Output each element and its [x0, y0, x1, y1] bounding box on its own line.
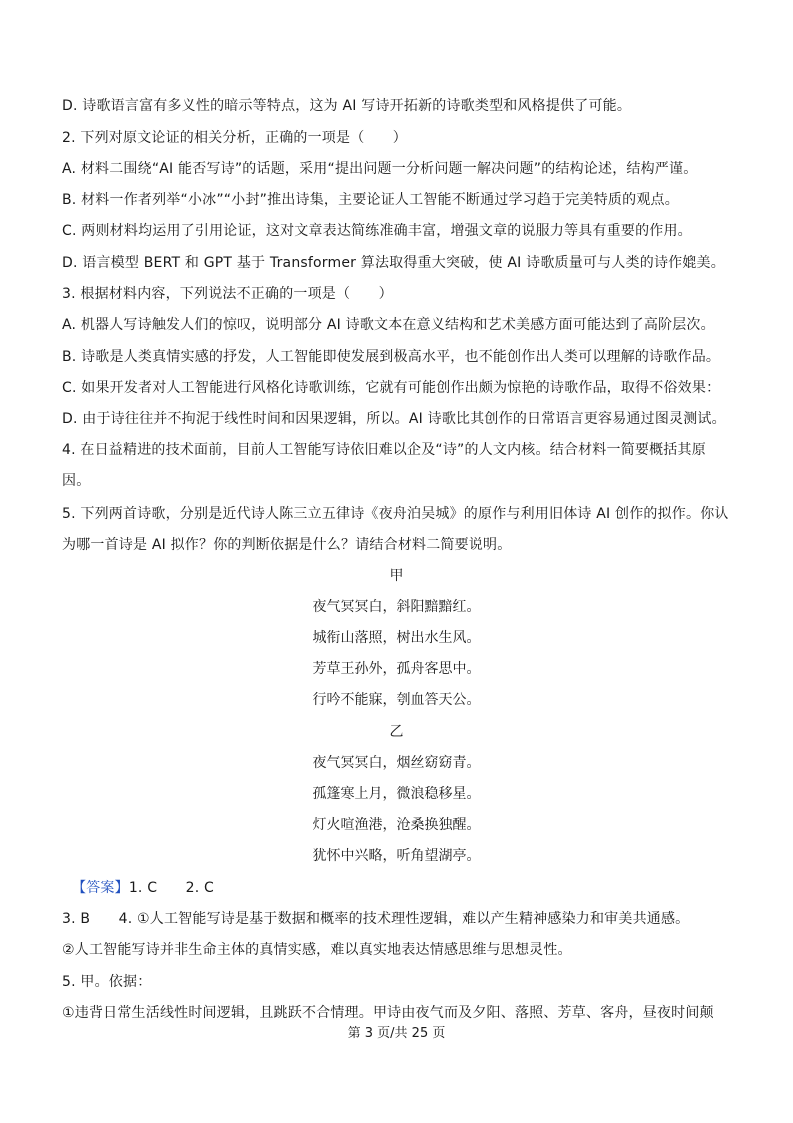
option-3a: A. 机器人写诗触发人们的惊叹，说明部分 AI 诗歌文本在意义结构和艺术美感方面可能达到了高阶层次。: [62, 317, 715, 333]
answer-line-2: 3. B 4. ①人工智能写诗是基于数据和概率的技术理性逻辑，难以产生精神感染力和审美共通感。: [62, 911, 690, 927]
poem-jia-line: 夜气冥冥白，斜阳黯黯红。: [312, 599, 481, 615]
option-1d: D. 诗歌语言富有多义性的暗示等特点，这为 AI 写诗开拓新的诗歌类型和风格提供了可能。: [62, 98, 632, 114]
question-4-cont: 因。: [62, 473, 91, 489]
question-5: 5. 下列两首诗歌，分别是近代诗人陈三立五律诗《夜舟泊吴城》的原作与利用旧体诗 AI 创作的拟作。你认: [62, 506, 729, 522]
option-2d: D. 语言模型 BERT 和 GPT 基于 Transformer 算法取得重大突破，使 AI 诗歌质量可与人类的诗作媲美。: [62, 255, 725, 271]
page-footer: 第 3 页/共 25 页: [347, 1026, 446, 1041]
poem-jia-title: 甲: [389, 568, 404, 584]
answer-line-5: ①违背日常生活线性时间逻辑，且跳跃不合情理。甲诗由夜气而及夕阳、落照、芳草、客舟，昼夜时间颠: [62, 1005, 714, 1021]
poem-jia-line: 城衔山落照，树出水生风。: [312, 630, 481, 646]
answer-line-1: [72, 879, 214, 897]
option-3d: D. 由于诗往往并不拘泥于线性时间和因果逻辑，所以。AI 诗歌比其创作的日常语言更容易通过图灵测试。: [62, 411, 726, 427]
option-3c: C. 如果开发者对人工智能进行风格化诗歌训练，它就有可能创作出颇为惊艳的诗歌作品，取得不俗效果：: [62, 380, 721, 396]
poem-yi-title: 乙: [389, 724, 404, 740]
poem-yi-line: 犹怀中兴略，听角望湖亭。: [312, 848, 481, 864]
option-2b: B. 材料一作者列举“小冰”“小封”推出诗集，主要论证人工智能不断通过学习趋于完美特质的观点。: [62, 192, 679, 208]
answer-line-3: ②人工智能写诗并非生命主体的真情实感，难以真实地表达情感思维与思想灵性。: [62, 942, 572, 958]
poem-yi-line: 灯火喧渔港，沧桑换独醒。: [312, 817, 481, 833]
answer-text-1: 1. C 2. C: [128, 880, 214, 896]
question-4: 4. 在日益精进的技术面前，目前人工智能写诗依旧难以企及“诗”的人文内核。结合材料一简要概括其原: [62, 442, 706, 458]
option-2a: A. 材料二围绕“AI 能否写诗”的话题，采用“提出问题一分析问题一解决问题”的结构论述，结构严谨。: [62, 161, 698, 177]
question-2: 2. 下列对原文论证的相关分析，正确的一项是（ ）: [62, 130, 408, 146]
poem-jia-line: 芳草王孙外，孤舟客思中。: [312, 661, 481, 677]
poem-yi-line: 孤篷寒上月，微浪稳移星。: [312, 786, 481, 802]
question-5-cont: 为哪一首诗是 AI 拟作？你的判断依据是什么？请结合材料二简要说明。: [62, 537, 512, 553]
option-3b: B. 诗歌是人类真情实感的抒发，人工智能即使发展到极高水平，也不能创作出人类可以理解的诗歌作品。: [62, 349, 721, 365]
question-3: 3. 根据材料内容，下列说法不正确的一项是（ ）: [62, 286, 393, 302]
option-2c: C. 两则材料均运用了引用论证，这对文章表达简练准确丰富，增强文章的说服力等具有重要的作用。: [62, 223, 692, 239]
poem-yi-line: 夜气冥冥白，烟丝窈窈青。: [312, 755, 481, 771]
answer-line-4: 5. 甲。依据：: [62, 974, 152, 990]
poem-jia-line: 行吟不能寐，刳血答天公。: [312, 692, 481, 708]
answer-label: 【答案】: [72, 880, 129, 896]
